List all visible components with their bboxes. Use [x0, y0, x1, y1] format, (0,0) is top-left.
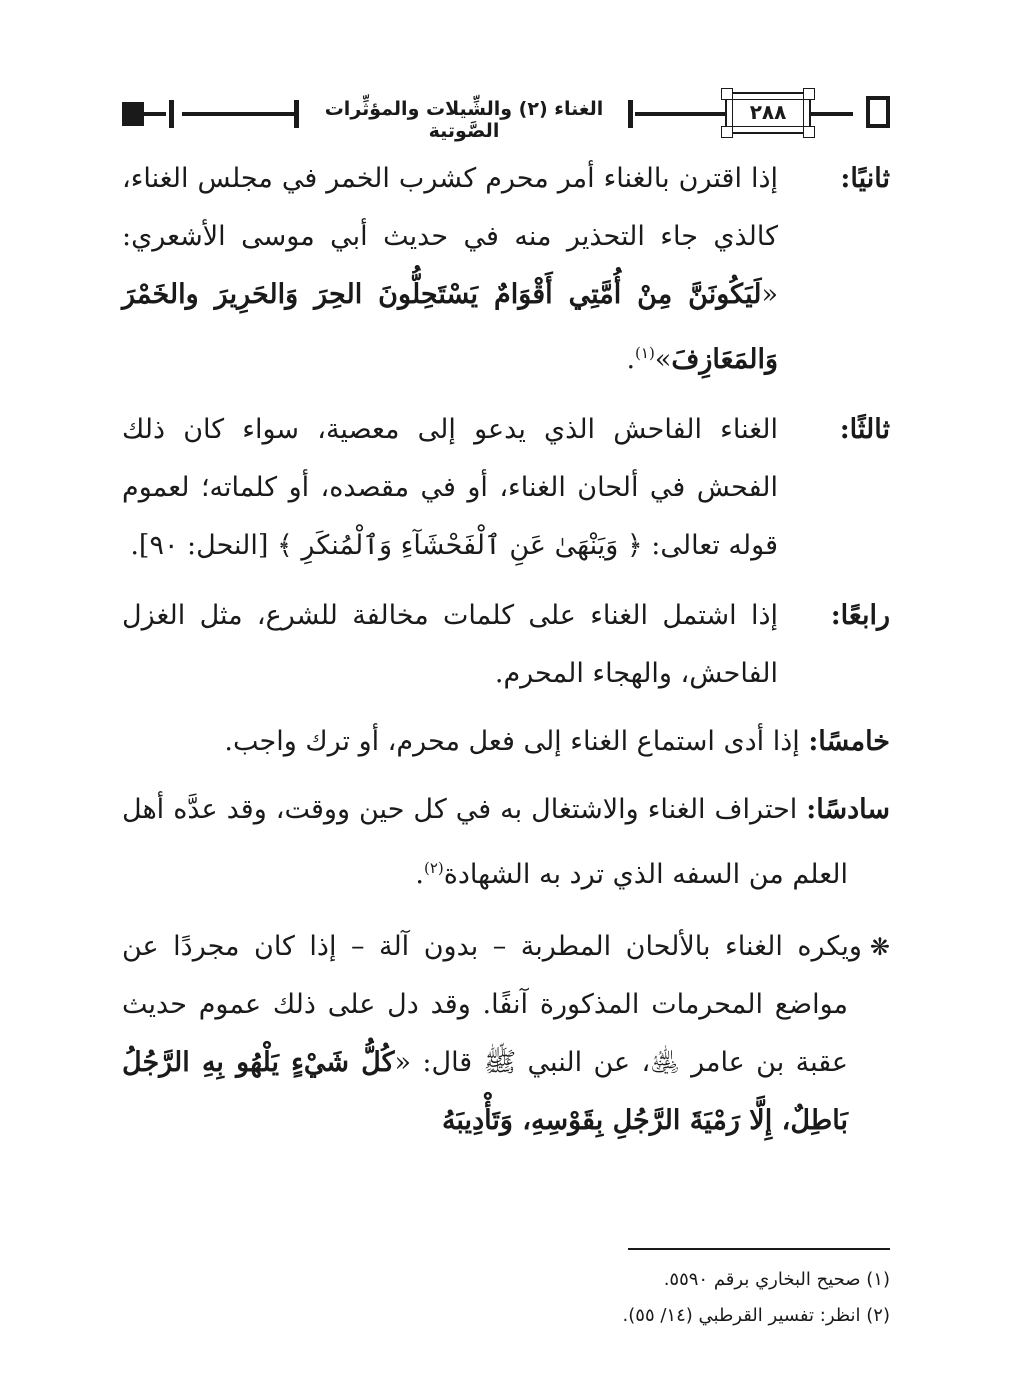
item-label: رابعًا:	[830, 600, 890, 631]
footnotes	[190, 1262, 890, 1334]
item-text: إذا اشتمل الغناء على كلمات مخالفة للشرع، مثل الغزل الفاحش، والهجاء المحرم.	[122, 600, 778, 689]
header-ornament-bar	[169, 100, 174, 128]
hadith-text: لَيَكُونَنَّ مِنْ أُمَّتِي أَقْوَامٌ يَسْتَحِلُّونَ الحِرَ وَالحَرِيرَ والخَمْرَ وَالمَعَازِفَ	[122, 279, 778, 375]
item-label: سادسًا:	[806, 794, 890, 825]
item-label: ثالثًا:	[839, 414, 890, 445]
item-text	[122, 150, 778, 389]
item-text: الغناء الفاحش الذي يدعو إلى معصية، سواء كان ذلك الفحش في ألحان الغناء، أو في مقصده، أو كلماته؛ لعموم قوله تعالى: ﴿ وَيَنْهَىٰ عَنِ ٱلْفَحْشَآءِ وَٱلْمُنكَرِ ﴾ [النحل: ٩٠].	[122, 414, 778, 561]
item-text-plain: إذا اقترن بالغناء أمر محرم كشرب الخمر في مجلس الغناء، كالذي جاء التحذير منه في حديث أبي موسى الأشعري: «	[122, 163, 778, 310]
running-title: الغناء (٢) والشِّيلات والمؤثِّرات الصَّوتية	[324, 98, 604, 142]
page-number: ٢٨٨	[749, 100, 787, 124]
header-ornament-bar	[294, 100, 299, 128]
page-number-frame	[725, 92, 811, 134]
page-header	[122, 92, 890, 142]
footnote-ref[interactable]: (٢)	[423, 859, 444, 877]
sentence-end: .	[415, 859, 424, 890]
header-ornament-box	[866, 96, 890, 128]
note-paragraph	[122, 918, 890, 1150]
footnote-1: (١) صحيح البخاري برقم ٥٥٩٠.	[663, 1269, 890, 1290]
footnote-2: (٢) انظر: تفسير القرطبي (١٤/ ٥٥).	[622, 1305, 890, 1326]
asterisk-ornament-icon: ❋	[869, 933, 890, 961]
sentence-end: .	[626, 344, 636, 375]
header-rule	[122, 112, 166, 116]
quote-close: »	[654, 344, 672, 375]
note-text: ويكره الغناء بالألحان المطربة – بدون آلة – إذا كان مجردًا عن مواضع المحرمات المذكورة آنفًا. وقد دل على ذلك عموم حديث عقبة بن عامر ﵁، عن النبي ﷺ قال: «	[122, 931, 862, 1078]
item-sixth	[122, 781, 890, 904]
item-label: خامسًا:	[808, 726, 890, 757]
item-text: احتراف الغناء والاشتغال به في كل حين ووقت، وقد عدَّه أهل العلم من السفه الذي ترد به الشهادة	[122, 794, 848, 890]
header-rule	[182, 112, 294, 116]
item-second	[122, 150, 890, 389]
item-fourth	[122, 587, 890, 703]
page-body	[122, 150, 890, 1150]
hadith-text: كُلُّ شَيْءٍ يَلْهُو بِهِ الرَّجُلُ بَاطِلٌ، إِلَّا رَمْيَةَ الرَّجُلِ بِقَوْسِهِ، وَتَأْدِيبَهُ	[122, 1047, 848, 1136]
footnote-divider	[628, 1248, 890, 1250]
footnote-ref[interactable]: (١)	[635, 344, 655, 362]
header-ornament-bar	[628, 100, 633, 128]
item-third	[122, 401, 890, 575]
item-label: ثانيًا:	[840, 163, 890, 194]
item-text: إذا أدى استماع الغناء إلى فعل محرم، أو ترك واجب.	[224, 726, 809, 757]
item-fifth	[122, 713, 890, 771]
